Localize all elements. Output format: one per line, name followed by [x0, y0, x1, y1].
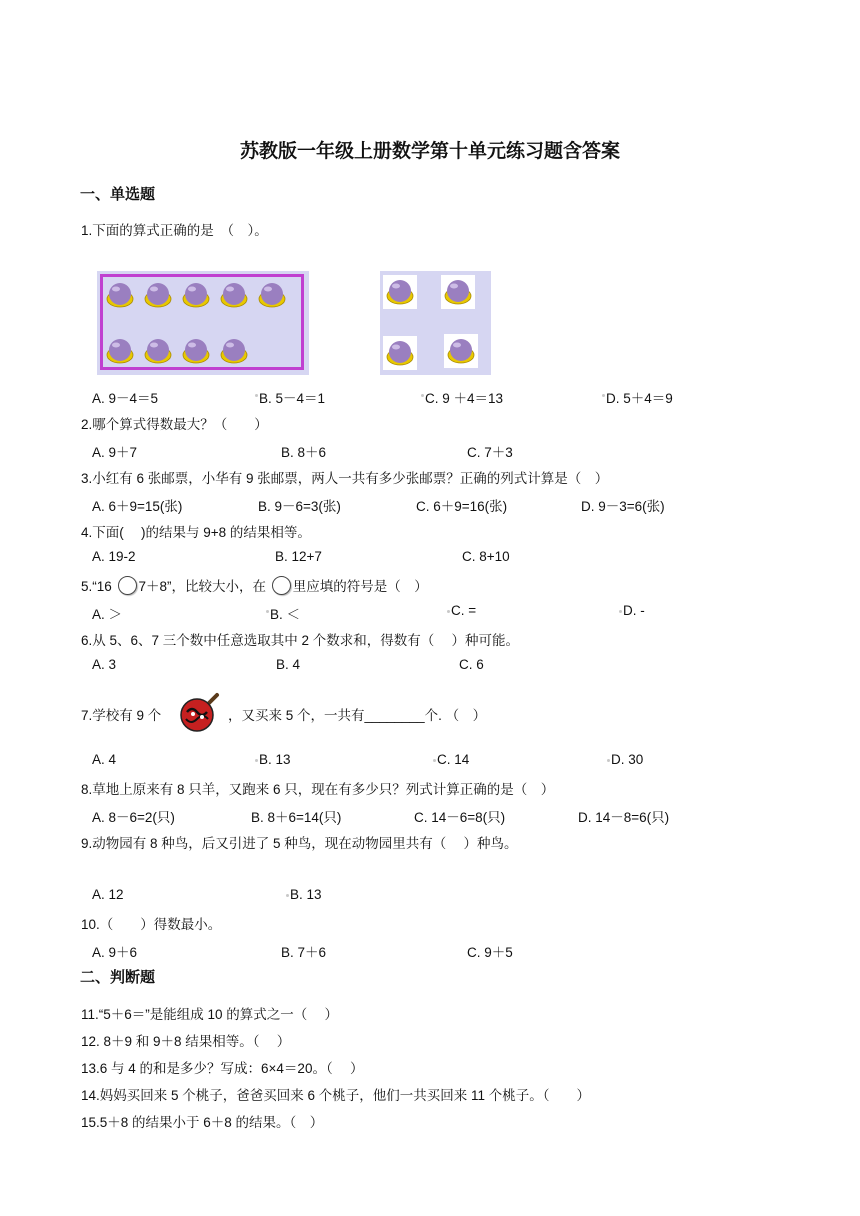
judge-question-15: 15.5＋8 的结果小于 6＋8 的结果。（ ） — [81, 1115, 324, 1130]
judge-question-14: 14.妈妈买回来 5 个桃子，爸爸买回来 6 个桃子，他们一共买回来 11 个桃子。（ ） — [81, 1088, 591, 1103]
section-heading-true-false: 二、判断题 — [80, 969, 156, 986]
q1-option-a[interactable]: A. 9－4＝5 — [92, 391, 159, 406]
q7-option-d[interactable]: D. 30 — [611, 752, 644, 767]
q2-option-a[interactable]: A. 9＋7 — [92, 445, 138, 460]
q8-option-d[interactable]: D. 14－8=6(只) — [578, 810, 670, 825]
bullet-dot — [619, 610, 622, 613]
q10-option-c[interactable]: C. 9＋5 — [467, 945, 513, 960]
judge-question-13: 13.6 与 4 的和是多少？写成：6×4＝20。（ ） — [81, 1061, 364, 1076]
q8-option-b[interactable]: B. 8＋6=14(只) — [251, 810, 342, 825]
q9-option-a[interactable]: A. 12 — [92, 887, 124, 902]
question-3: 3.小红有 6 张邮票，小华有 9 张邮票，两人一共有多少张邮票？正确的列式计算是（ ） — [81, 471, 609, 486]
question-10: 10.（ ）得数最小。 — [81, 917, 222, 932]
q2-option-b[interactable]: B. 8＋6 — [281, 445, 327, 460]
purple-ball-icon — [106, 281, 134, 309]
purple-ball-icon — [106, 337, 134, 365]
purple-ball-icon — [444, 278, 472, 306]
question-8: 8.草地上原来有 8 只羊，又跑来 6 只，现在有多少只？列式计算正确的是（ ） — [81, 782, 555, 797]
q4-option-c[interactable]: C. 8+10 — [462, 549, 510, 564]
q6-option-b[interactable]: B. 4 — [276, 657, 301, 672]
q7-option-a[interactable]: A. 4 — [92, 752, 117, 767]
purple-ball-icon — [258, 281, 286, 309]
purple-ball-icon — [182, 337, 210, 365]
q5-option-a[interactable]: A. ＞ — [92, 607, 123, 622]
q8-option-c[interactable]: C. 14－6=8(只) — [414, 810, 506, 825]
bullet-dot — [255, 394, 258, 397]
q3-option-a[interactable]: A. 6＋9=15(张) — [92, 499, 183, 514]
bullet-dot — [447, 610, 450, 613]
question-5-part-c: 里应填的符号是（ ） — [292, 579, 428, 594]
purple-ball-icon — [220, 337, 248, 365]
q3-option-c[interactable]: C. 6＋9=16(张) — [416, 499, 508, 514]
q6-option-a[interactable]: A. 3 — [92, 657, 117, 672]
q5-option-d[interactable]: D. - — [623, 603, 645, 618]
q8-option-a[interactable]: A. 8－6=2(只) — [92, 810, 175, 825]
bullet-dot — [607, 759, 610, 762]
question-5 — [81, 575, 428, 595]
purple-ball-icon — [144, 337, 172, 365]
question-1: 1.下面的算式正确的是 （ ）。 — [81, 223, 268, 238]
purple-ball-icon — [220, 281, 248, 309]
q1-option-d[interactable]: D. 5＋4＝9 — [606, 391, 673, 406]
q10-option-b[interactable]: B. 7＋6 — [281, 945, 327, 960]
judge-question-12: 12. 8＋9 和 9＋8 结果相等。（ ） — [81, 1034, 291, 1049]
judge-question-11: 11.“5＋6＝”是能组成 10 的算式之一（ ） — [81, 1007, 339, 1022]
question-9: 9.动物园有 8 种鸟，后又引进了 5 种鸟，现在动物园里共有（ ）种鸟。 — [81, 836, 518, 851]
q4-option-a[interactable]: A. 19-2 — [92, 549, 136, 564]
q7-option-b[interactable]: B. 13 — [259, 752, 291, 767]
question-2: 2.哪个算式得数最大？（ ） — [81, 417, 268, 432]
q9-option-b[interactable]: B. 13 — [290, 887, 322, 902]
q3-option-b[interactable]: B. 9－6=3(张) — [258, 499, 341, 514]
ping-pong-racket-icon — [178, 692, 220, 734]
q2-option-c[interactable]: C. 7＋3 — [467, 445, 513, 460]
q4-option-b[interactable]: B. 12+7 — [275, 549, 322, 564]
purple-ball-icon — [386, 278, 414, 306]
bullet-dot — [255, 759, 258, 762]
bullet-dot — [421, 394, 424, 397]
question-4: 4.下面( )的结果与 9+8 的结果相等。 — [81, 525, 311, 540]
question-7-part-a: 7.学校有 9 个 — [81, 708, 162, 723]
q1-option-b[interactable]: B. 5－4＝1 — [259, 391, 326, 406]
q5-option-c[interactable]: C. = — [451, 603, 477, 618]
page-title: 苏教版一年级上册数学第十单元练习题含答案 — [239, 141, 620, 162]
q3-option-d[interactable]: D. 9－3=6(张) — [581, 499, 665, 514]
blank-circle-icon — [118, 576, 137, 595]
question-7-part-b: ，又买来 5 个，一共有________个. （ ） — [228, 708, 487, 723]
purple-ball-icon — [386, 339, 414, 367]
q5-option-b[interactable]: B. ＜ — [270, 607, 301, 622]
question-5-part-b: 7＋8”，比较大小，在 — [138, 579, 270, 594]
bullet-dot — [602, 394, 605, 397]
purple-ball-icon — [144, 281, 172, 309]
q1-option-c[interactable]: C. 9 ＋4＝13 — [425, 391, 504, 406]
q10-option-a[interactable]: A. 9＋6 — [92, 945, 138, 960]
question-6: 6.从 5、6、7 三个数中任意选取其中 2 个数求和，得数有（ ）种可能。 — [81, 633, 520, 648]
purple-ball-icon — [447, 337, 475, 365]
purple-ball-icon — [182, 281, 210, 309]
section-heading-single-choice: 一、单选题 — [80, 186, 156, 203]
bullet-dot — [286, 894, 289, 897]
blank-circle-icon — [272, 576, 291, 595]
q6-option-c[interactable]: C. 6 — [459, 657, 484, 672]
question-5-part-a: 5.“16 — [81, 579, 116, 594]
bullet-dot — [266, 610, 269, 613]
bullet-dot — [433, 759, 436, 762]
q7-option-c[interactable]: C. 14 — [437, 752, 470, 767]
